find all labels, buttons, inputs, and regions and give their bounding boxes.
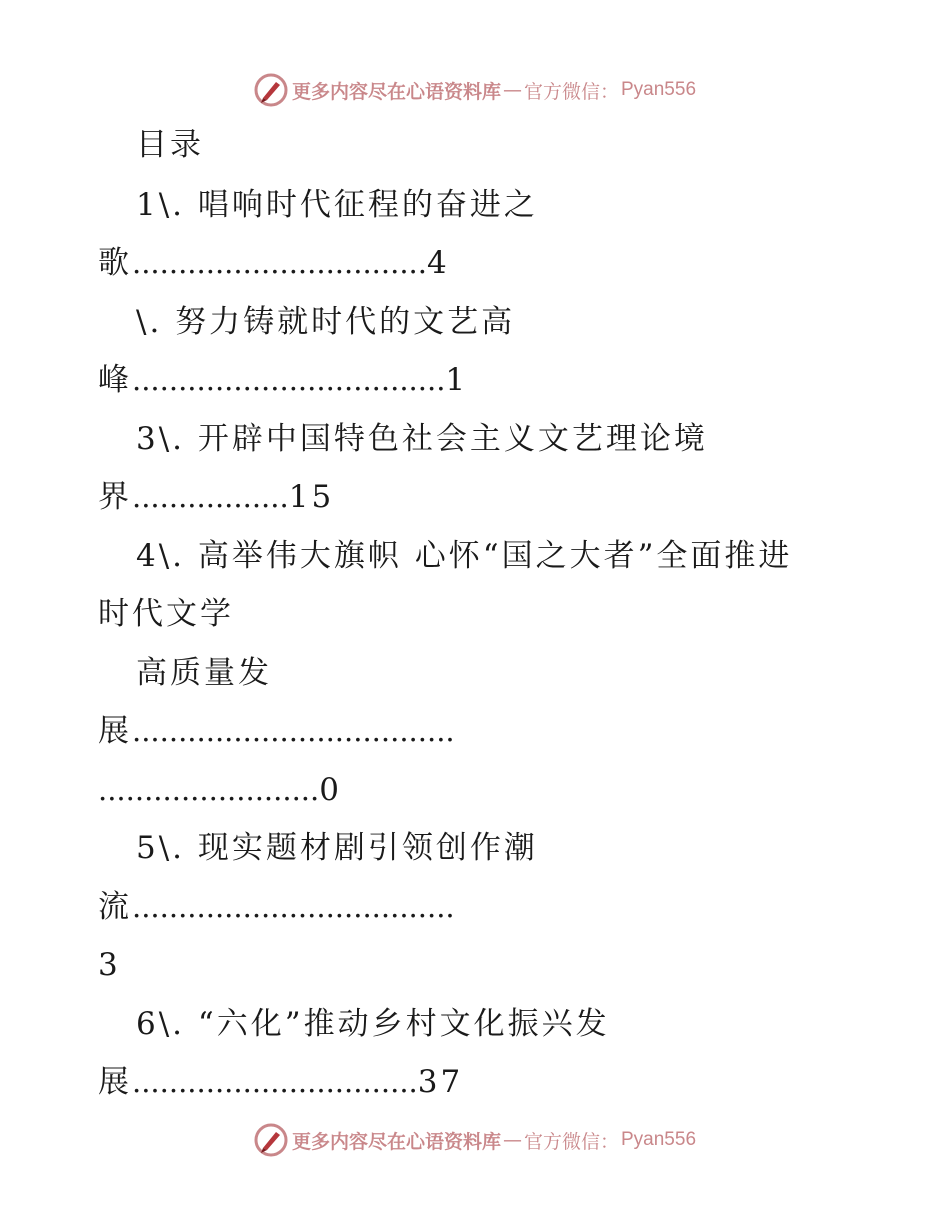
banner-label: 官方微信：	[523, 80, 619, 103]
toc-entry-4-page: 0	[319, 772, 342, 808]
toc-entry-1-leaders: ................................	[132, 246, 427, 280]
toc-entry-2-title[interactable]: \. 努力铸就时代的文艺高	[136, 304, 516, 340]
banner-label: 官方微信：	[523, 1130, 619, 1153]
banner-dash: —	[502, 1129, 522, 1151]
toc-entry-5-tail: 流	[98, 889, 132, 925]
toc-entry-6-page: 37	[417, 1064, 464, 1100]
toc-entry-5-leader-line[interactable]	[98, 887, 455, 927]
toc-entry-2-leaders: ..................................	[132, 363, 446, 397]
toc-entry-1-leader-line[interactable]	[98, 243, 450, 283]
toc-entry-3-tail: 界	[98, 479, 132, 515]
footer-banner	[0, 1120, 950, 1160]
toc-entry-4-title-line3[interactable]: 高质量发	[136, 655, 272, 691]
toc-title: 目录	[136, 127, 204, 163]
toc-entry-6-leaders: ...............................	[132, 1065, 418, 1099]
toc-entry-5-leaders: ...................................	[132, 890, 455, 924]
banner-dash: —	[502, 79, 522, 101]
toc-entry-4-leaders2: ........................	[98, 773, 320, 807]
banner-main-text: 更多内容尽在心语资料库	[291, 1130, 501, 1153]
toc-entry-4-title[interactable]: 4\. 高举伟大旗帜 心怀“国之大者”全面推进	[136, 538, 793, 574]
toc-entry-1-page: 4	[426, 245, 450, 281]
toc-entry-1-tail: 歌	[98, 245, 132, 281]
toc-entry-4-leader-line[interactable]	[98, 711, 455, 751]
toc-entry-3-leader-line[interactable]	[98, 477, 334, 517]
toc-entry-4-leader-line2[interactable]	[98, 770, 342, 810]
pen-logo-icon	[254, 1123, 288, 1157]
pen-logo-icon	[254, 73, 288, 107]
toc-entry-3-leaders: .................	[132, 480, 289, 514]
toc-entry-4-leaders: ...................................	[132, 714, 455, 748]
toc-entry-4-tail: 展	[98, 713, 132, 749]
banner-wechat-id: Pyan556	[621, 79, 697, 100]
banner-wechat-id: Pyan556	[621, 1129, 697, 1150]
toc-entry-3-page: 15	[288, 479, 335, 515]
toc-entry-6-leader-line[interactable]	[98, 1062, 463, 1102]
toc-entry-2-page: 1	[445, 362, 469, 398]
toc-entry-5-page: 3	[98, 947, 121, 983]
toc-entry-3-title[interactable]: 3\. 开辟中国特色社会主义文艺理论境	[136, 421, 708, 457]
toc-entry-4-title-line2[interactable]: 时代文学	[98, 596, 234, 632]
header-banner	[0, 70, 950, 110]
toc-entry-2-leader-line[interactable]	[98, 360, 468, 400]
toc-entry-5-title[interactable]: 5\. 现实题材剧引领创作潮	[136, 830, 538, 866]
toc-entry-2-tail: 峰	[98, 362, 132, 398]
banner-main-text: 更多内容尽在心语资料库	[291, 80, 501, 103]
toc-entry-1-title[interactable]: 1\. 唱响时代征程的奋进之	[136, 187, 538, 223]
toc-entry-6-title[interactable]: 6\. “六化”推动乡村文化振兴发	[136, 1006, 610, 1042]
toc-entry-6-tail: 展	[98, 1064, 132, 1100]
